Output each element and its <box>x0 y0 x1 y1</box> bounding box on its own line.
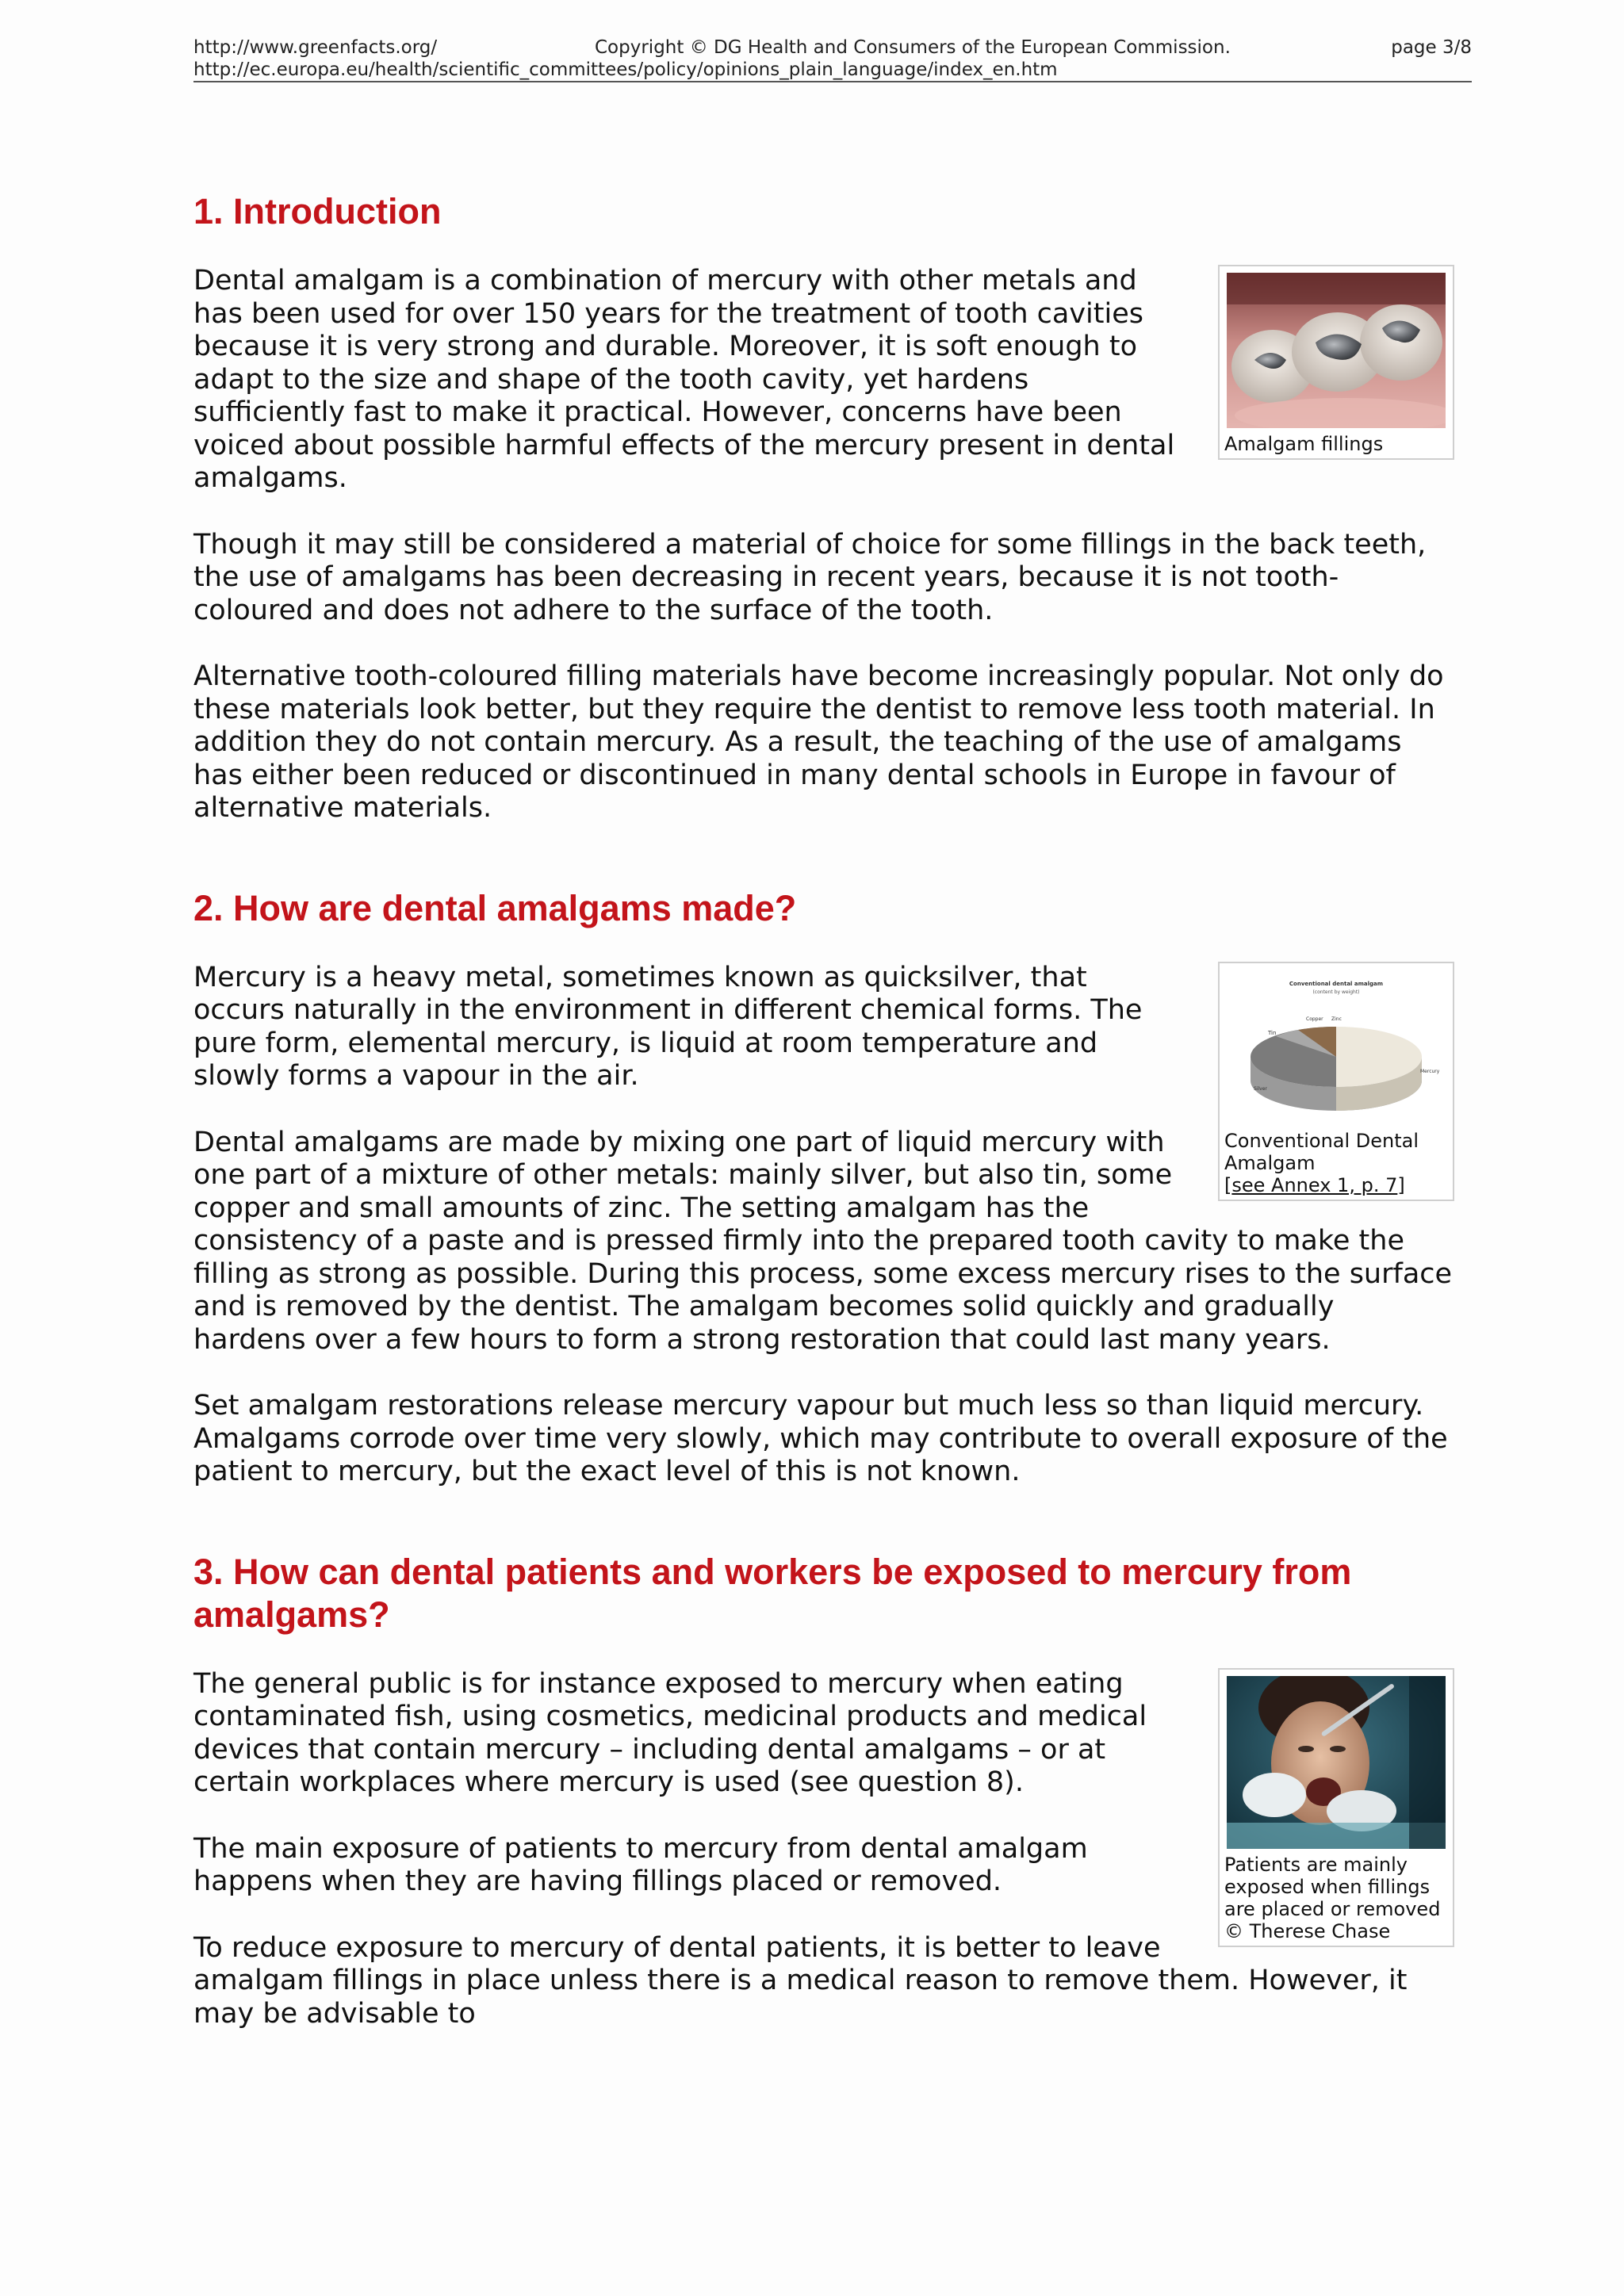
header-divider <box>193 81 1472 82</box>
pie-label-copper: Copper <box>1306 1016 1323 1022</box>
copyright-notice: Copyright © DG Health and Consumers of the European Commission. <box>595 37 1231 58</box>
paragraph: Set amalgam restorations release mercury vapour but much less so than liquid mercury. Amalgams corrode over time very slowly, which may contribute to overall exposure of the patient to mercury, but the exact level of this is not known. <box>193 1390 1448 1487</box>
section-heading-exposure: 3. How can dental patients and workers be exposed to mercury from amalgams? <box>193 1551 1352 1635</box>
pie-label-mercury: Mercury <box>1420 1068 1440 1074</box>
section-heading-introduction: 1. Introduction <box>193 191 442 232</box>
pie-title: Conventional dental amalgam <box>1289 980 1384 987</box>
pie-label-silver: Silver <box>1254 1085 1267 1092</box>
figure-conventional-amalgam <box>1218 962 1454 1201</box>
pie-label-zinc: Zinc <box>1331 1016 1342 1022</box>
bracket-close: ] <box>1397 1173 1405 1196</box>
header-line-1 <box>193 36 1472 59</box>
paragraph: Alternative tooth-coloured filling materials have become increasingly popular. Not only do these materials look better, but they require the dentist to remove less tooth material. In addition they do not contain mercury. As a result, the teaching of the use of amalgams has either been reduced or discontinued in many dental schools in Europe in favour of alternative materials. <box>193 660 1444 824</box>
paragraph: Mercury is a heavy metal, sometimes known as quicksilver, that occurs naturally in the environment in different chemical forms. The pure form, elemental mercury, is liquid at room temperature and slowly forms a vapour in the air. <box>193 961 1143 1092</box>
paragraph: The main exposure of patients to mercury from dental amalgam happens when they are having fillings placed or removed. <box>193 1832 1088 1897</box>
amalgam-composition-pie <box>1227 970 1446 1125</box>
figure-caption: Amalgam fillings <box>1224 433 1384 455</box>
figure-caption <box>1223 1130 1450 1196</box>
paragraph: To reduce exposure to mercury of dental patients, it is better to leave amalgam fillings in place unless there is a medical reason to remove them. However, it may be advisable to <box>193 1931 1408 2030</box>
page-number: page 3/8 <box>1391 37 1472 58</box>
amalgam-fillings-photo <box>1227 273 1446 428</box>
bracket-open: [ <box>1224 1173 1232 1196</box>
pie-label-tin: Tin <box>1268 1029 1277 1036</box>
figure-patient-exposure <box>1218 1668 1454 1947</box>
paragraph: The general public is for instance exposed to mercury when eating contaminated fish, using cosmetics, medicinal products and medical devices that contain mercury – including dental amalgams – or at certain workplaces where mercury is used (see question 8). <box>193 1667 1147 1798</box>
document-body <box>193 190 1454 2064</box>
ec-url[interactable]: http://ec.europa.eu/health/scientific_committees/policy/opinions_plain_language/index_en.htm <box>193 59 1058 80</box>
section-heading-how-made: 2. How are dental amalgams made? <box>193 887 797 928</box>
page-header <box>193 36 1472 82</box>
paragraph: Dental amalgam is a combination of mercury with other metals and has been used for over 150 years for the treatment of tooth cavities because it is very strong and durable. Moreover, it is soft enough to adapt to the size and shape of the tooth cavity, yet hardens sufficiently fast to make it practical. However, concerns have been voiced about possible harmful effects of the mercury present in dental amalgams. <box>193 265 1175 494</box>
figure-caption: Patients are mainly exposed when fillings are placed or removed © Therese Chase <box>1224 1853 1441 1942</box>
source-url[interactable]: http://www.greenfacts.org/ <box>193 37 438 58</box>
paragraph: Though it may still be considered a material of choice for some fillings in the back teeth, the use of amalgams has been decreasing in recent years, because it is not tooth-coloured and does not adhere to the surface of the tooth. <box>193 528 1427 626</box>
figure-amalgam-fillings <box>1218 265 1454 460</box>
figure-caption-text: Conventional Dental Amalgam <box>1224 1129 1419 1174</box>
pie-subtitle: (content by weight) <box>1312 989 1360 995</box>
paragraph: Dental amalgams are made by mixing one part of liquid mercury with one part of a mixture of other metals: mainly silver, but also tin, some copper and small amounts of zinc. The setting amalgam has the consistency of a paste and is pressed firmly into the prepared tooth cavity to make the filling as strong as possible. During this process, some excess mercury rises to the surface and is removed by the dentist. The amalgam becomes solid quickly and gradually hardens over a few hours to form a strong restoration that could last many years. <box>193 1126 1453 1356</box>
figure-link-line <box>1224 1174 1450 1196</box>
dental-patient-photo <box>1227 1676 1446 1849</box>
annex-link[interactable]: see Annex 1, p. 7 <box>1231 1173 1398 1196</box>
